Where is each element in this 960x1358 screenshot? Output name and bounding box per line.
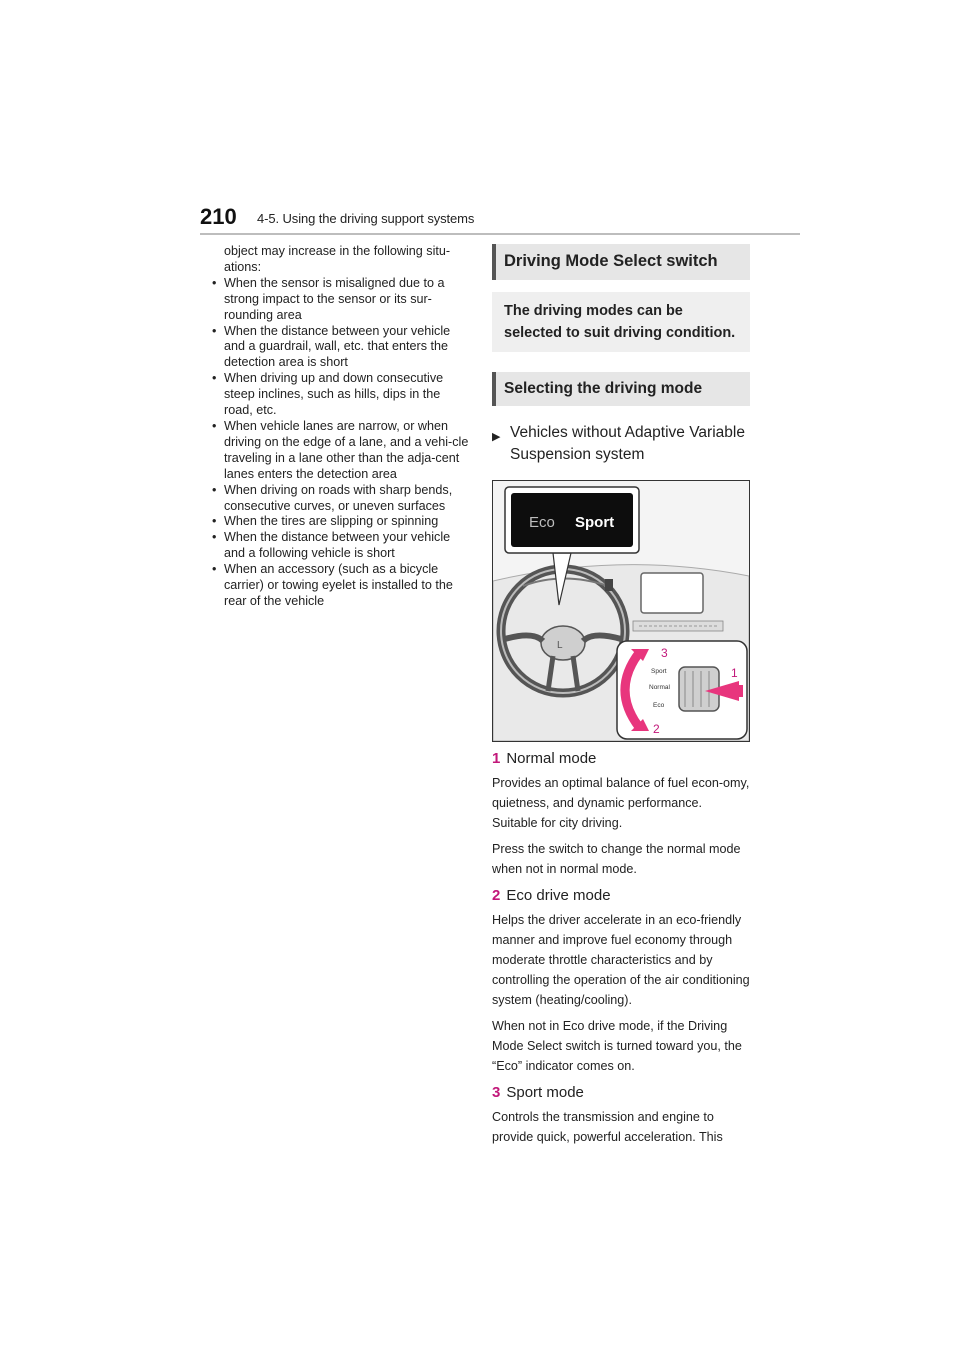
switch-eco-label: Eco (653, 702, 665, 709)
left-column (209, 244, 469, 610)
display-eco-label: Eco (529, 514, 555, 531)
display-sport-label: Sport (575, 514, 615, 531)
intro-text: object may increase in the following situ-ations: (224, 244, 451, 274)
bullet-list (209, 276, 469, 610)
center-screen (641, 573, 703, 613)
mode-switch-knob (605, 579, 613, 591)
list-item: • When the tires are slipping or spinning (209, 514, 469, 530)
mode-sport (492, 1084, 750, 1101)
list-item: • When driving up and down consecutive steep inclines, such as hills, dips in the road, etc. (209, 371, 469, 419)
list-item: • When the distance between your vehicle and a following vehicle is short (209, 530, 469, 562)
header-divider (200, 233, 800, 235)
mode-title: Normal mode (506, 750, 597, 767)
mode-number: 2 (492, 887, 501, 904)
logo-mark: L (557, 640, 563, 651)
body-paragraph: Helps the driver accelerate in an eco-friendly manner and improve fuel economy through moderate throttle characteristics and by controlling the operation of the air conditioning system (heating/cooling). (492, 913, 750, 1007)
mode-eco (492, 887, 750, 904)
body-paragraph: Controls the transmission and engine to provide quick, powerful acceleration. This (492, 1110, 723, 1144)
list-item: • When vehicle lanes are narrow, or when driving on the edge of a lane, and a vehi-cle traveling in a lane other than the adja-cent lanes enters the detection area (209, 419, 469, 483)
mode-number: 1 (492, 750, 501, 767)
mode-normal (492, 750, 750, 767)
callout-1: 1 (731, 666, 738, 680)
triangle-arrow-icon: ▶ (492, 431, 501, 443)
body-paragraph: Press the switch to change the normal mode when not in normal mode. (492, 842, 741, 876)
callout-2: 2 (653, 722, 660, 736)
mode-title: Sport mode (506, 1084, 584, 1101)
switch-normal-label: Normal (649, 684, 670, 691)
mode-number: 3 (492, 1084, 501, 1101)
body-paragraph: When not in Eco drive mode, if the Driving Mode Select switch is turned toward you, the “Eco” indicator comes on. (492, 1019, 742, 1073)
mode-title: Eco drive mode (506, 887, 611, 904)
driving-mode-illustration (492, 480, 750, 742)
list-item: • When driving on roads with sharp bends, consecutive curves, or uneven surfaces (209, 483, 469, 515)
illustration-svg (493, 481, 749, 741)
list-item: • When an accessory (such as a bicycle carrier) or towing eyelet is installed to the rear of the vehicle (209, 562, 469, 610)
intro-box: The driving modes can be selected to suit driving condition. (492, 292, 750, 352)
right-column (492, 244, 750, 1147)
vehicles-label: Vehicles without Adaptive Variable Suspension system (510, 424, 745, 463)
sub-heading: Selecting the driving mode (492, 372, 750, 406)
list-item: • When the distance between your vehicle and a guardrail, wall, etc. that enters the detection area is short (209, 324, 469, 372)
main-heading: Driving Mode Select switch (492, 244, 750, 280)
list-item: • When the sensor is misaligned due to a strong impact to the sensor or its sur-rounding area (209, 276, 469, 324)
switch-sport-label: Sport (651, 668, 667, 675)
press-arrow-tail (725, 685, 743, 697)
callout-3: 3 (661, 646, 668, 660)
vehicles-item (492, 422, 750, 466)
body-paragraph: Provides an optimal balance of fuel econ-omy, quietness, and dynamic performance. Suitable for city driving. (492, 776, 750, 830)
page-number: 210 (200, 204, 237, 229)
section-title: 4-5. Using the driving support systems (257, 211, 475, 226)
steering-hub (541, 626, 585, 660)
